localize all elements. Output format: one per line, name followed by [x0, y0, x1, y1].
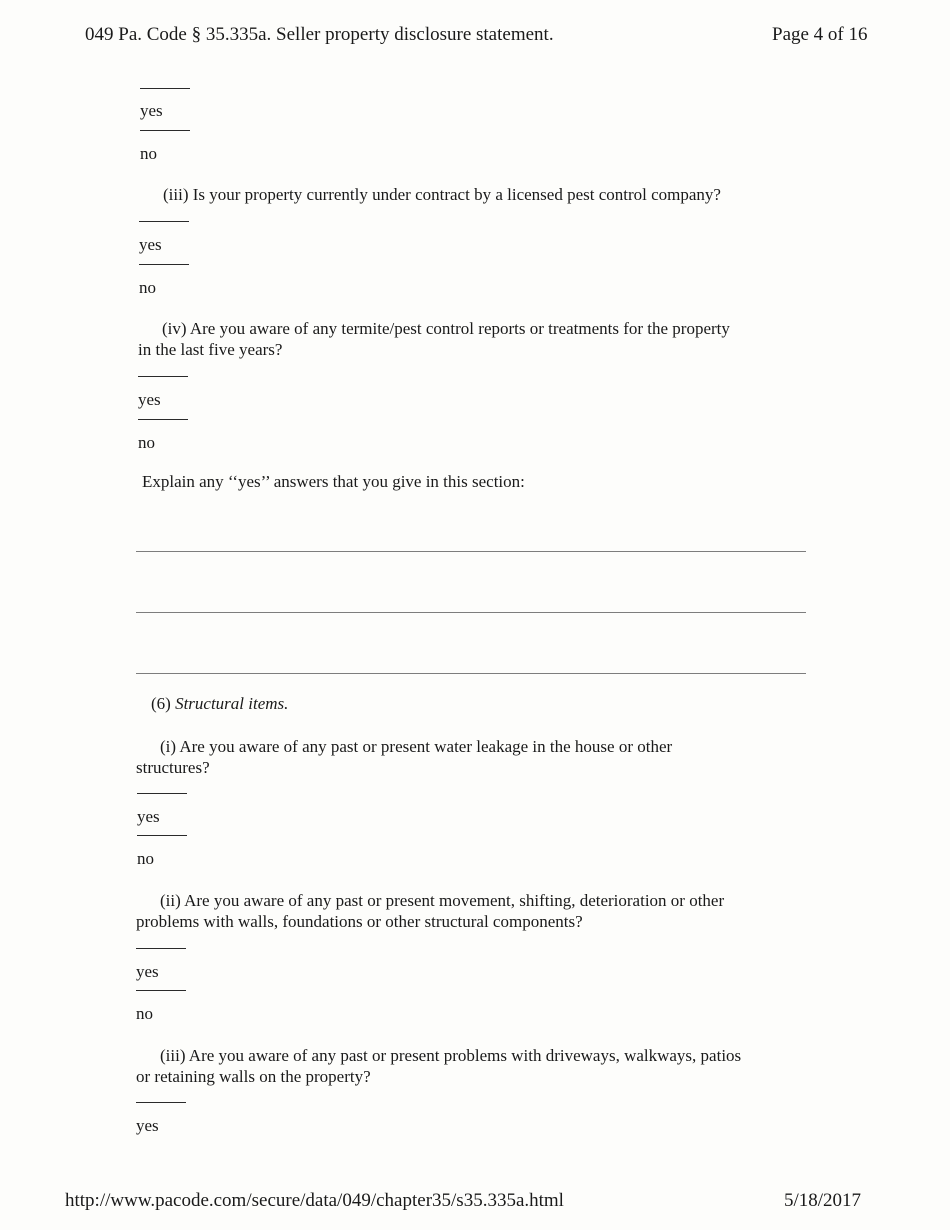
answer-blank[interactable] [136, 948, 186, 949]
option-yes-label: yes [138, 390, 161, 409]
explain-prompt: Explain any ‘‘yes’’ answers that you give in this section: [142, 472, 525, 491]
option-no-label: no [138, 433, 155, 452]
question-pest-iv-line1: (iv) Are you aware of any termite/pest control reports or treatments for the property [162, 319, 730, 338]
answer-blank[interactable] [140, 88, 190, 89]
question-pest-iii: (iii) Is your property currently under contract by a licensed pest control company? [163, 185, 721, 204]
option-no-label: no [139, 278, 156, 297]
explanation-line[interactable] [136, 673, 806, 674]
question-structural-iii-line2: or retaining walls on the property? [136, 1067, 371, 1086]
answer-blank[interactable] [138, 419, 188, 420]
option-yes-label: yes [140, 101, 163, 120]
question-structural-ii-line1: (ii) Are you aware of any past or present movement, shifting, deterioration or other [160, 891, 725, 910]
question-structural-iii-line1: (iii) Are you aware of any past or present problems with driveways, walkways, patios [160, 1046, 742, 1065]
answer-blank[interactable] [136, 1102, 186, 1103]
footer-date: 5/18/2017 [784, 1190, 862, 1211]
option-no-label: no [140, 144, 157, 163]
question-structural-ii-line2: problems with walls, foundations or other structural components? [136, 912, 583, 931]
option-yes-label: yes [136, 962, 159, 981]
answer-blank[interactable] [139, 221, 189, 222]
question-pest-iv-line2: in the last five years? [138, 340, 283, 359]
option-yes-label: yes [137, 807, 160, 826]
answer-blank[interactable] [139, 264, 189, 265]
section-title: Structural items. [175, 694, 289, 713]
page-number: Page 4 of 16 [772, 24, 868, 45]
question-structural-i-line1: (i) Are you aware of any past or present water leakage in the house or other [160, 737, 673, 756]
option-no-label: no [137, 849, 154, 868]
option-no-label: no [136, 1004, 153, 1023]
section-number: (6) [151, 694, 171, 713]
answer-blank[interactable] [137, 835, 187, 836]
option-yes-label: yes [139, 235, 162, 254]
answer-blank[interactable] [140, 130, 190, 131]
explanation-line[interactable] [136, 612, 806, 613]
answer-blank[interactable] [137, 793, 187, 794]
explanation-line[interactable] [136, 551, 806, 552]
document-title: 049 Pa. Code § 35.335a. Seller property disclosure statement. [85, 24, 554, 45]
footer-url: http://www.pacode.com/secure/data/049/chapter35/s35.335a.html [65, 1190, 564, 1211]
question-structural-i-line2: structures? [136, 758, 210, 777]
answer-blank[interactable] [136, 990, 186, 991]
section-heading [151, 694, 288, 714]
option-yes-label: yes [136, 1116, 159, 1135]
answer-blank[interactable] [138, 376, 188, 377]
